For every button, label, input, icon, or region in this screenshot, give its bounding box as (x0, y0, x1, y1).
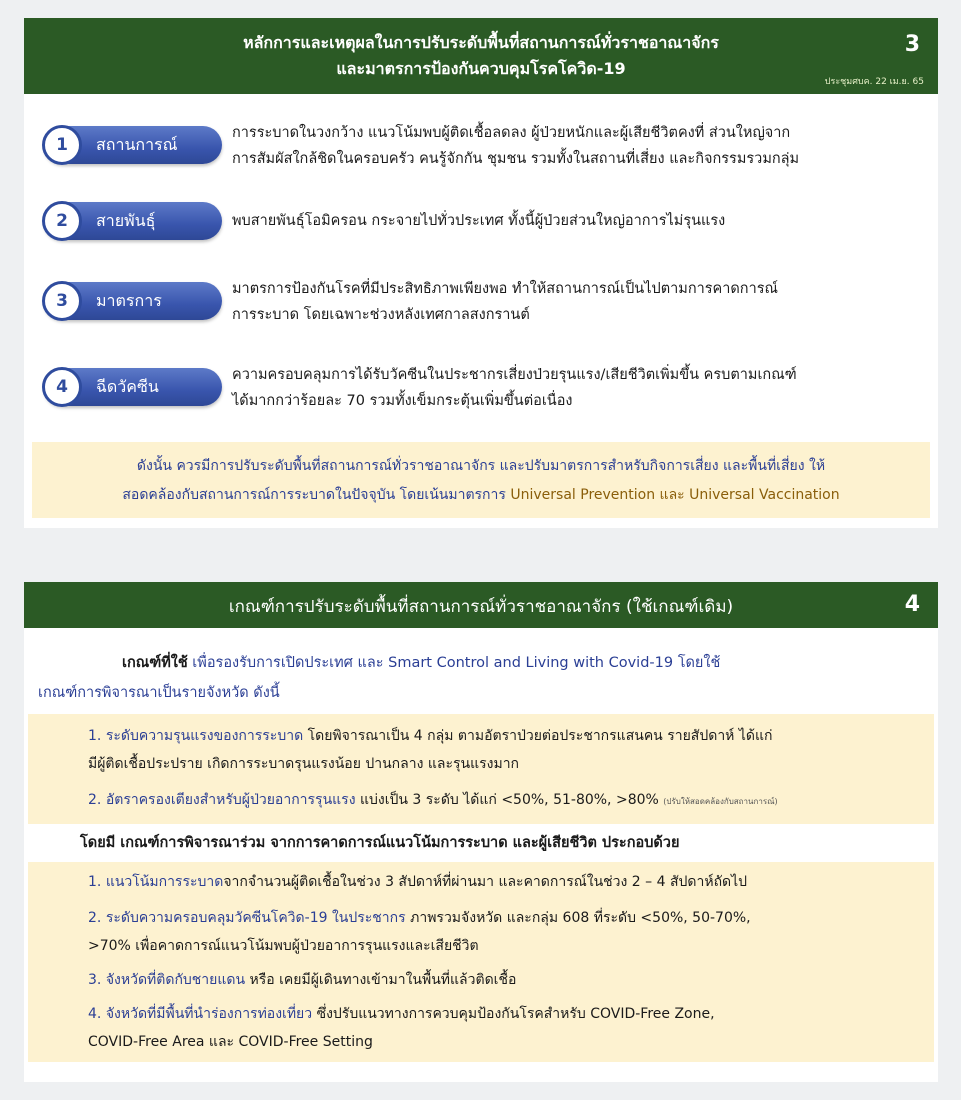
item-continuation: มีผู้ติดเชื้อประปราย เกิดการระบาดรุนแรงน้อย ปานกลาง และรุนแรงมาก (88, 756, 520, 772)
list-item (88, 966, 918, 994)
page-number: 3 (904, 32, 920, 57)
intro-lead: เกณฑ์ที่ใช้ (122, 655, 188, 671)
description-line: การสัมผัสใกล้ชิดในครอบครัว คนรู้จักกัน ชุมชน รวมทั้งในสถานที่เสี่ยง และกิจกรรมรวมกลุ่ม (232, 151, 800, 167)
list-item (88, 722, 918, 778)
topic-label: สายพันธุ์ (96, 210, 156, 230)
list-item (88, 904, 918, 960)
slide-header (24, 18, 938, 94)
topic-description (232, 120, 922, 172)
number-badge: 1 (42, 125, 82, 165)
slide-title: เกณฑ์การปรับระดับพื้นที่สถานการณ์ทั่วราชอาณาจักร (ใช้เกณฑ์เดิม) (228, 597, 734, 617)
topic-label: มาตรการ (96, 290, 162, 310)
description-line: พบสายพันธุ์โอมิครอน กระจายไปทั่วประเทศ ทั้งนี้ผู้ป่วยส่วนใหญ่อาการไม่รุนแรง (232, 213, 726, 229)
item-number: 1. (88, 874, 102, 890)
conclusion-highlight: Universal Prevention และ Universal Vaccination (510, 487, 840, 503)
item-lead: จังหวัดที่มีพื้นที่นำร่องการท่องเที่ยว (105, 1006, 313, 1022)
item-lead: ระดับความรุนแรงของการระบาด (105, 728, 304, 744)
description-line: การระบาดในวงกว้าง แนวโน้มพบผู้ติดเชื้อลดลง ผู้ป่วยหนักและผู้เสียชีวิตคงที่ ส่วนใหญ่จาก (232, 125, 791, 141)
item-number: 2. (88, 910, 102, 926)
item-text: โดยพิจารณาเป็น 4 กลุ่ม ตามอัตราป่วยต่อประชากรแสนคน รายสัปดาห์ ได้แก่ (303, 728, 773, 744)
slide-header (24, 582, 938, 628)
topic-pill (44, 126, 222, 164)
conclusion-line (46, 481, 916, 510)
slide-title-line2: และมาตรการป้องกันควบคุมโรคโควิด-19 (336, 59, 626, 78)
conclusion-box (32, 442, 930, 518)
slide-title-line1: หลักการและเหตุผลในการปรับระดับพื้นที่สถานการณ์ทั่วราชอาณาจักร (243, 33, 719, 52)
slide-3 (24, 18, 938, 528)
item-continuation: >70% เพื่อคาดการณ์แนวโน้มพบผู้ป่วยอาการรุนแรงและเสียชีวิต (88, 938, 479, 954)
description-line: ได้มากกว่าร้อยละ 70 รวมทั้งเข็มกระตุ้นเพิ่มขึ้นต่อเนื่อง (232, 393, 573, 409)
intro-text: เพื่อรองรับการเปิดประเทศ และ Smart Control and Living with Covid-19 โดยใช้ (187, 655, 721, 671)
item-text: ซึ่งปรับแนวทางการควบคุมป้องกันโรคสำหรับ COVID-Free Zone, (312, 1006, 715, 1022)
item-lead: แนวโน้มการระบาด (105, 874, 224, 890)
intro-line (38, 648, 918, 678)
description-line: ความครอบคลุมการได้รับวัคซีนในประชากรเสี่ยงป่วยรุนแรง/เสียชีวิตเพิ่มขึ้น ครบตามเกณฑ์ (232, 367, 797, 383)
intro-line: เกณฑ์การพิจารณาเป็นรายจังหวัด ดังนี้ (38, 685, 280, 701)
intro-paragraph (38, 648, 918, 708)
list-item (40, 194, 920, 252)
topic-pill (44, 282, 222, 320)
page-number: 4 (904, 592, 920, 617)
item-lead: ระดับความครอบคลุมวัคซีนโควิด-19 ในประชากร (105, 910, 406, 926)
criteria-box (28, 714, 934, 824)
item-continuation: COVID-Free Area และ COVID-Free Setting (88, 1034, 373, 1050)
description-line: มาตรการป้องกันโรคที่มีประสิทธิภาพเพียงพอ ทำให้สถานการณ์เป็นไปตามการคาดการณ์ (232, 281, 778, 297)
list-item (88, 868, 918, 896)
slide-4 (24, 582, 938, 1082)
item-lead: อัตราครองเตียงสำหรับผู้ป่วยอาการรุนแรง (105, 792, 356, 808)
topic-label: ฉีดวัคซีน (96, 376, 159, 396)
meeting-note: ประชุมศบค. 22 เม.ย. 65 (824, 77, 924, 87)
item-number: 2. (88, 792, 102, 808)
item-text: จากจำนวนผู้ติดเชื้อในช่วง 3 สัปดาห์ที่ผ่านมา และคาดการณ์ในช่วง 2 – 4 สัปดาห์ถัดไป (223, 874, 748, 890)
conclusion-line: ดังนั้น ควรมีการปรับระดับพื้นที่สถานการณ์ทั่วราชอาณาจักร และปรับมาตรการสำหรับกิจการเสี่ยง และพื้นที่เสี่ยง ให้ (136, 458, 826, 474)
list-item (88, 786, 918, 816)
item-number: 1. (88, 728, 102, 744)
list-item (88, 1000, 918, 1056)
list-item (40, 118, 920, 176)
topic-description (232, 362, 922, 414)
description-line: การระบาด โดยเฉพาะช่วงหลังเทศกาลสงกรานต์ (232, 307, 530, 323)
item-number: 4. (88, 1006, 102, 1022)
topic-pill (44, 202, 222, 240)
topic-description (232, 208, 922, 234)
item-text: แบ่งเป็น 3 ระดับ ได้แก่ <50%, 51-80%, >80% (355, 792, 664, 808)
topic-description (232, 276, 922, 328)
item-text: ภาพรวมจังหวัด และกลุ่ม 608 ที่ระดับ <50%, 50-70%, (405, 910, 751, 926)
number-badge: 2 (42, 201, 82, 241)
number-badge: 3 (42, 281, 82, 321)
secondary-criteria-heading: โดยมี เกณฑ์การพิจารณาร่วม จากการคาดการณ์แนวโน้มการระบาด และผู้เสียชีวิต ประกอบด้วย (80, 835, 680, 851)
topic-label: สถานการณ์ (96, 134, 178, 154)
item-number: 3. (88, 972, 102, 988)
criteria-box (28, 862, 934, 1062)
item-note: (ปรับให้สอดคล้องกับสถานการณ์) (663, 797, 778, 806)
conclusion-text: สอดคล้องกับสถานการณ์การระบาดในปัจจุบัน โดยเน้นมาตรการ (122, 487, 511, 503)
item-lead: จังหวัดที่ติดกับชายแดน (105, 972, 246, 988)
topic-pill (44, 368, 222, 406)
list-item (40, 274, 920, 332)
item-text: หรือ เคยมีผู้เดินทางเข้ามาในพื้นที่แล้วติดเชื้อ (245, 972, 517, 988)
list-item (40, 360, 920, 418)
number-badge: 4 (42, 367, 82, 407)
